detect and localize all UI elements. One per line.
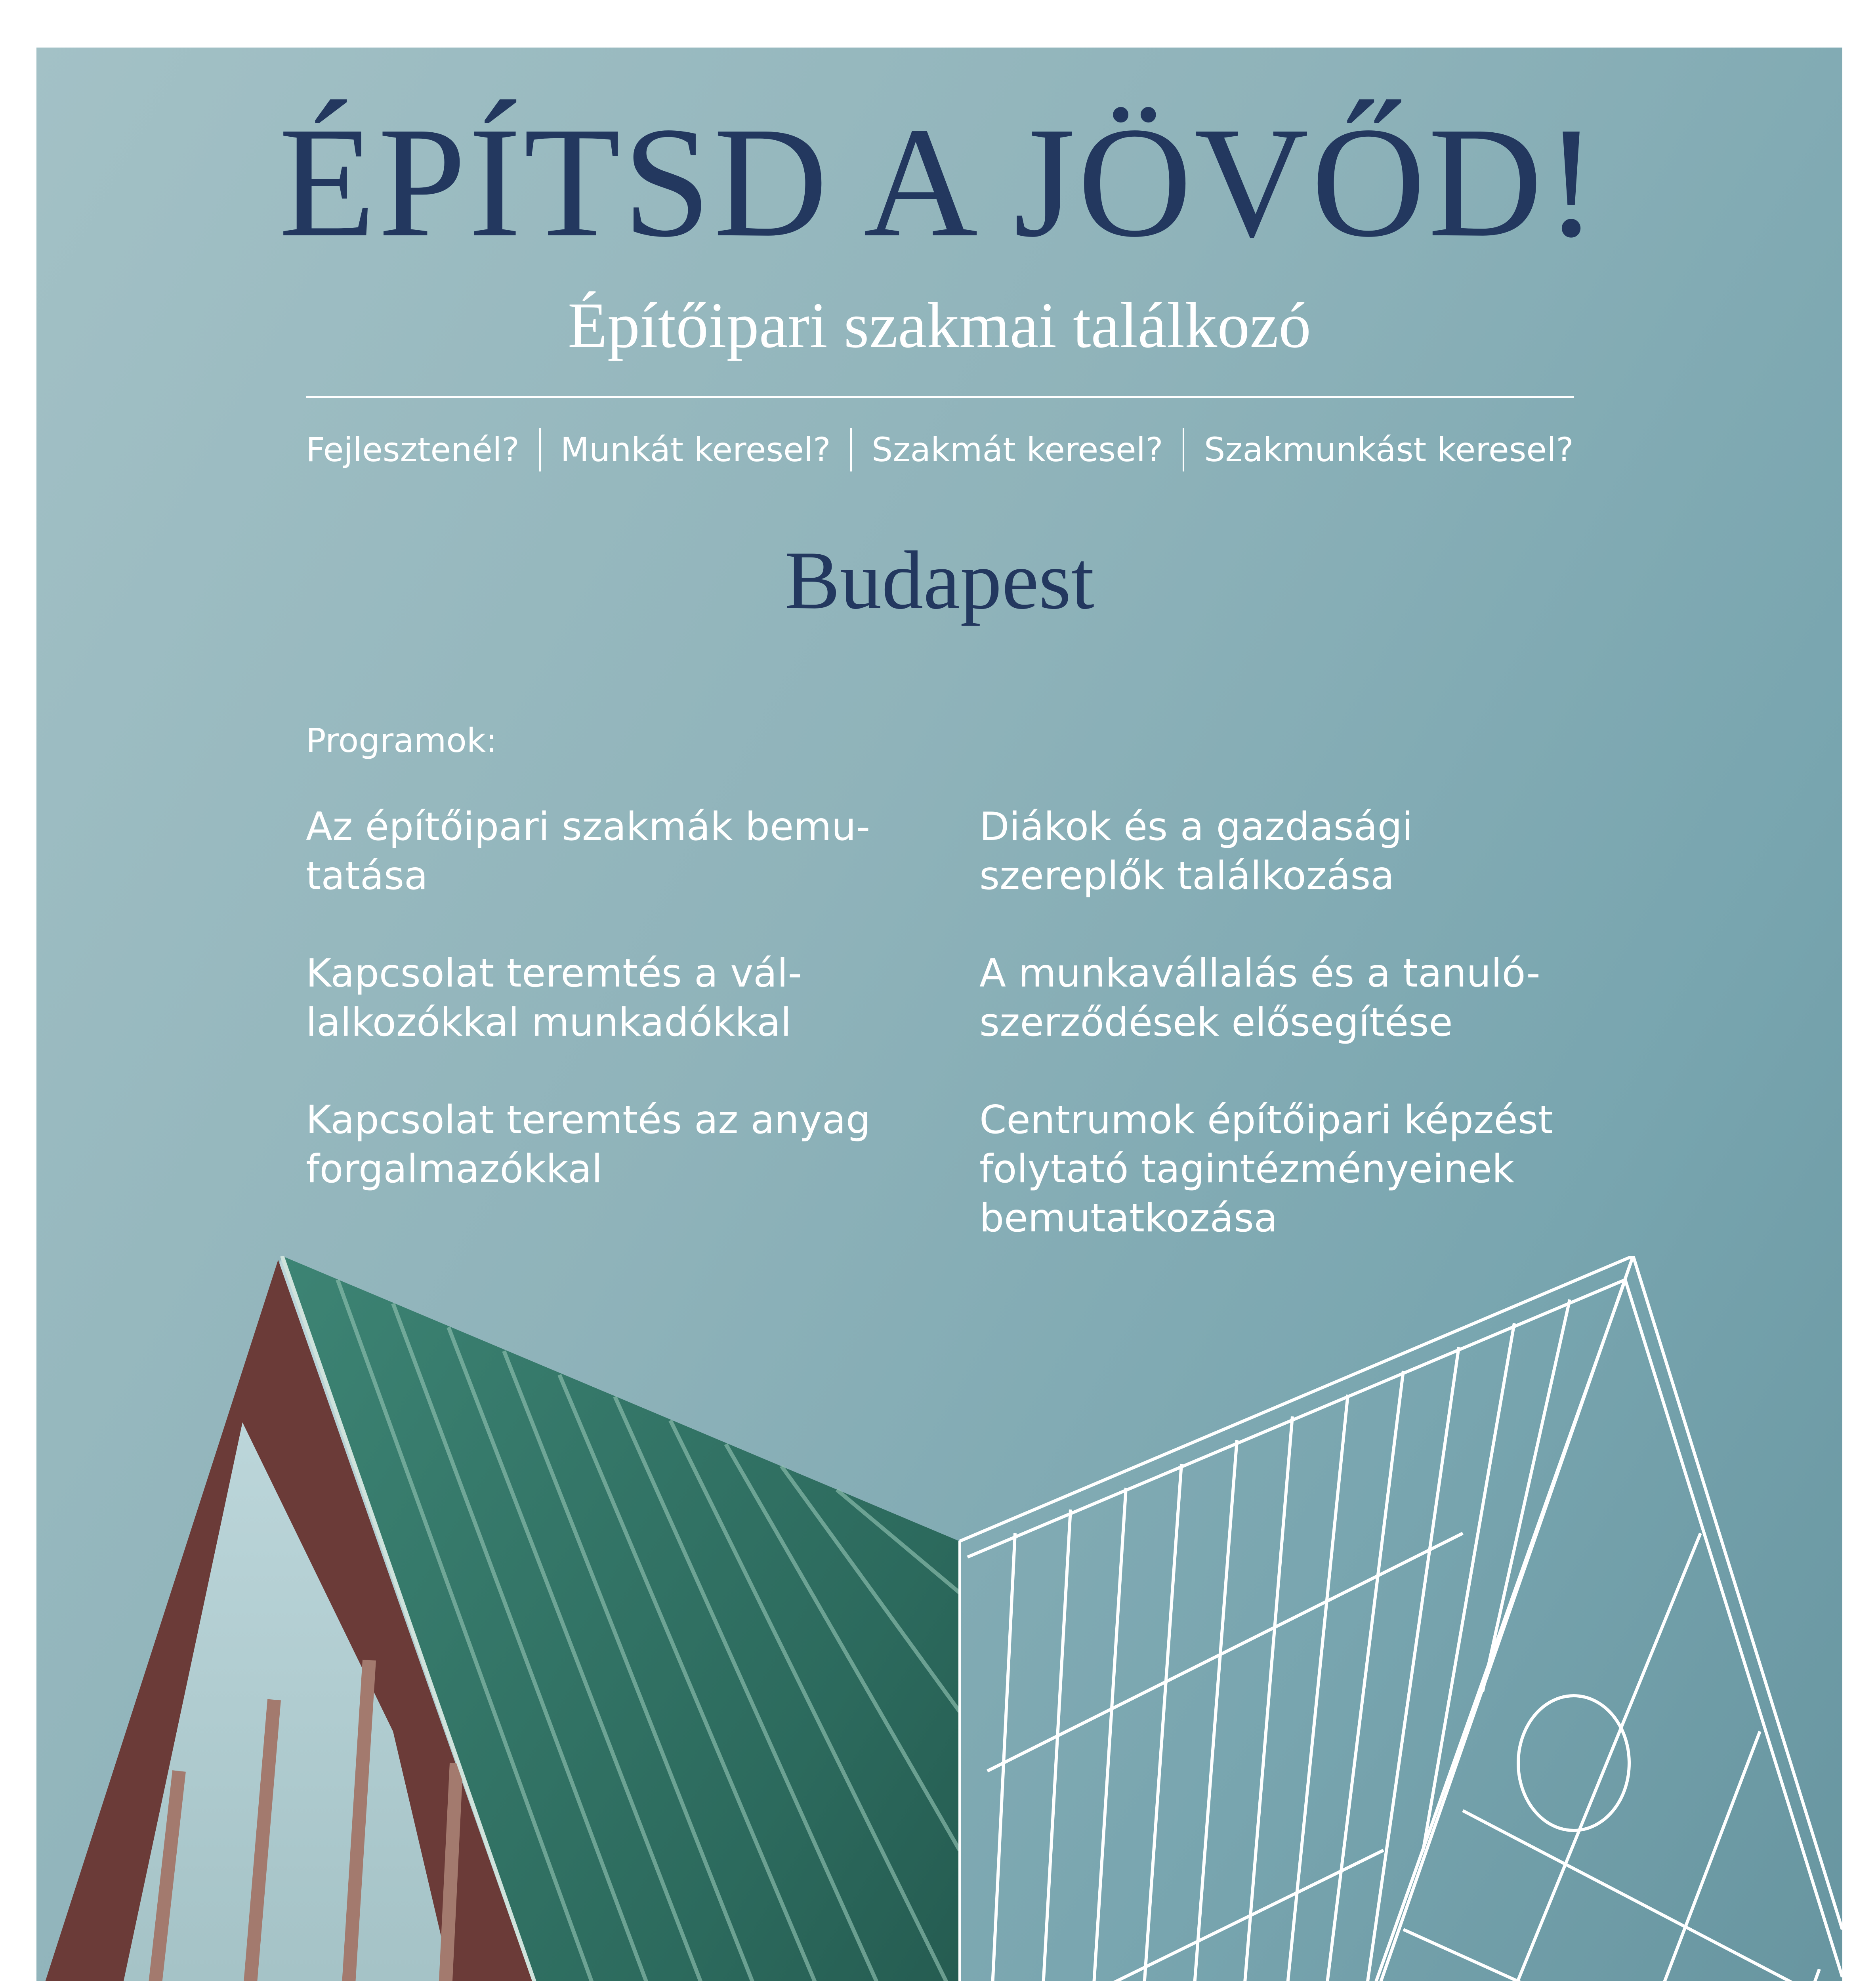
building-illustration [36, 1256, 1842, 1981]
program-item: Diákok és a gazdasági szereplők találkozása [979, 804, 1413, 899]
program-item: Centrumok építőipari képzést folytató tagintézményeinek bemutatkozása [979, 1097, 1553, 1241]
divider [539, 428, 541, 471]
question-item: Szakmát keresel? [872, 430, 1163, 469]
program-item: Kapcsolat teremtés az anyag forgalmazókkal [306, 1097, 871, 1192]
question-list [306, 420, 1574, 479]
program-item: A munkavállalás és a tanuló- szerződések elősegítése [979, 951, 1540, 1045]
program-item: Kapcsolat teremtés a vál- lalkozókkal munkadókkal [306, 951, 802, 1045]
question-item: Fejlesztenél? [306, 430, 520, 469]
poster-title: ÉPÍTSD A JÖVŐD! [279, 94, 1600, 270]
divider [306, 396, 1574, 398]
question-item: Munkát keresel? [560, 430, 831, 469]
divider [1183, 428, 1184, 471]
program-item: Az építőipari szakmák bemu- tatása [306, 804, 870, 899]
event-city: Budapest [784, 534, 1094, 626]
poster [36, 48, 1842, 1981]
programs-heading: Programok: [306, 721, 497, 760]
poster-subtitle: Építőipari szakmai találkozó [567, 290, 1311, 361]
divider [850, 428, 852, 471]
question-item: Szakmunkást keresel? [1204, 430, 1574, 469]
